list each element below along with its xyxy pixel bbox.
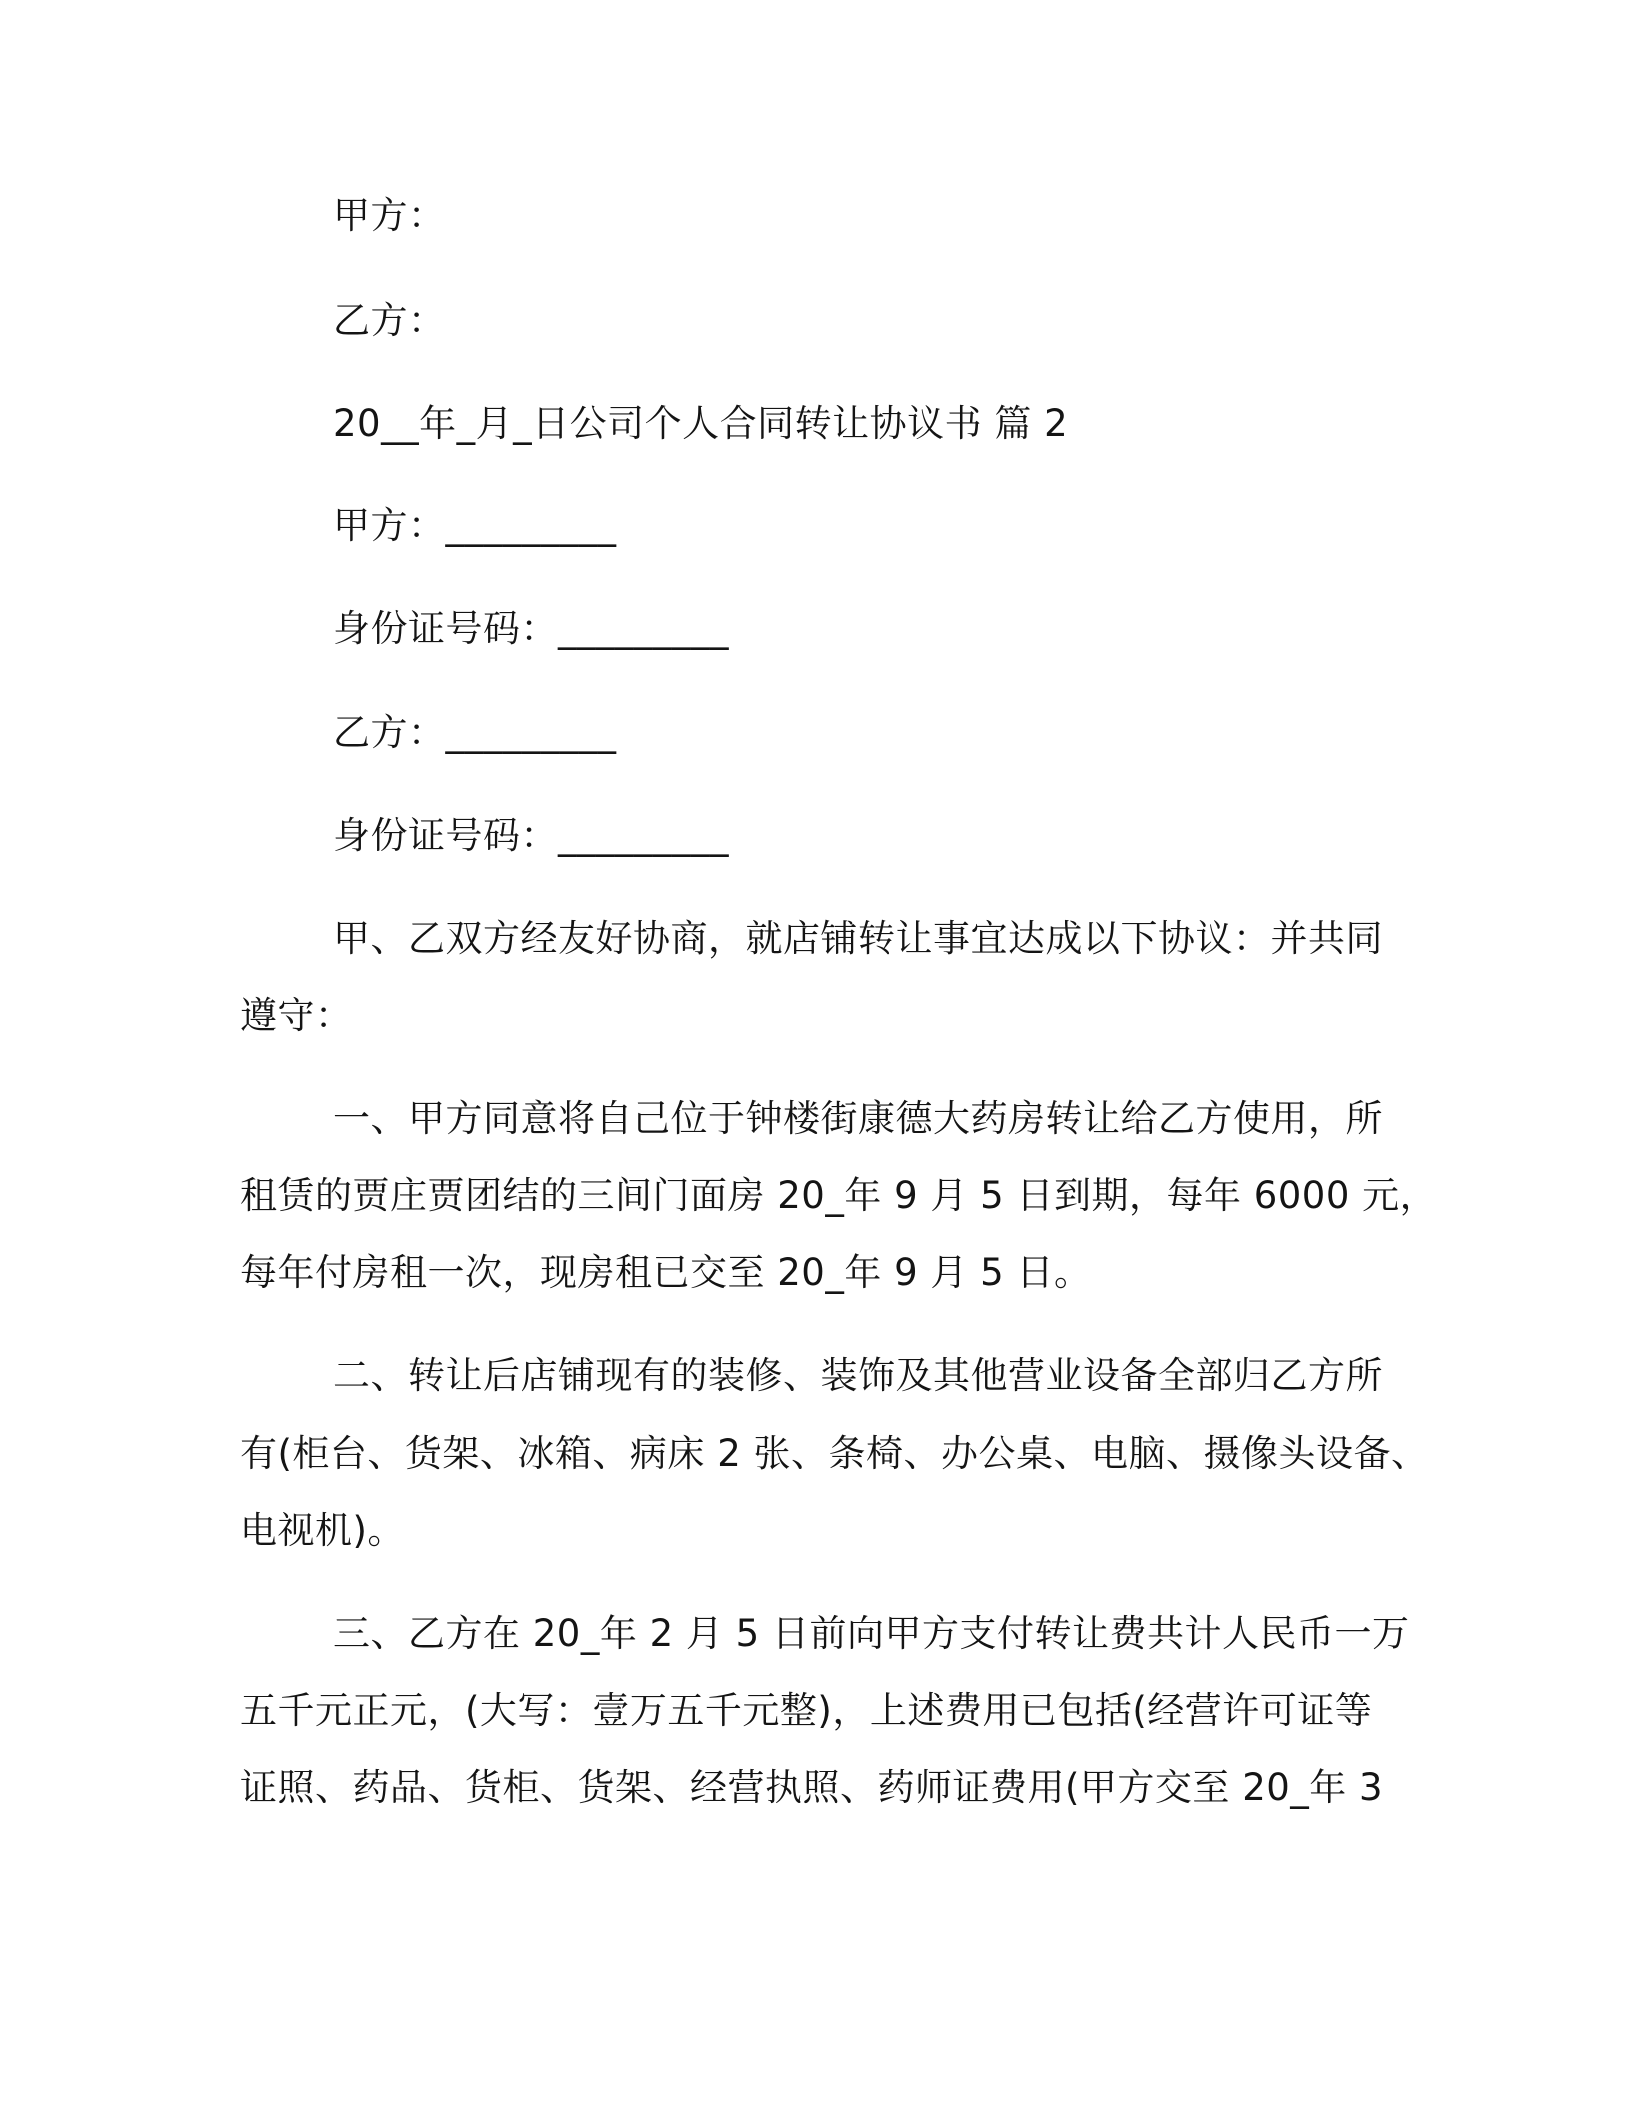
clause-two-line: 电视机)。 [240, 1509, 405, 1552]
party-b-field: 乙方：_________ [333, 711, 617, 754]
clause-two-line: 二、转让后店铺现有的装修、装饰及其他营业设备全部归乙方所 [333, 1354, 1383, 1397]
party-a-field: 甲方：_________ [333, 504, 617, 547]
clause-three-line: 三、乙方在 20_年 2 月 5 日前向甲方支付转让费共计人民币一万 [333, 1612, 1410, 1655]
clause-three-line: 证照、药品、货柜、货架、经营执照、药师证费用(甲方交至 20_年 3 [240, 1766, 1384, 1809]
intro-paragraph-line: 甲、乙双方经友好协商，就店铺转让事宜达成以下协议：并共同 [333, 917, 1383, 960]
clause-two-line: 有(柜台、货架、冰箱、病床 2 张、条椅、办公桌、电脑、摄像头设备、 [240, 1432, 1429, 1475]
clause-three-line: 五千元正元，(大写：壹万五千元整)，上述费用已包括(经营许可证等 [240, 1689, 1373, 1732]
party-b-id-field: 身份证号码：_________ [333, 814, 729, 857]
clause-one-line: 一、甲方同意将自己位于钟楼街康德大药房转让给乙方使用，所 [333, 1097, 1383, 1140]
party-a-id-field: 身份证号码：_________ [333, 607, 729, 650]
intro-paragraph-line: 遵守： [240, 994, 353, 1037]
party-a-label: 甲方： [333, 194, 446, 237]
agreement-title: 20__年_月_日公司个人合同转让协议书 篇 2 [333, 402, 1069, 445]
party-b-label: 乙方： [333, 299, 446, 342]
clause-one-line: 每年付房租一次，现房租已交至 20_年 9 月 5 日。 [240, 1251, 1092, 1294]
clause-one-line: 租赁的贾庄贾团结的三间门面房 20_年 9 月 5 日到期，每年 6000 元， [240, 1174, 1438, 1217]
